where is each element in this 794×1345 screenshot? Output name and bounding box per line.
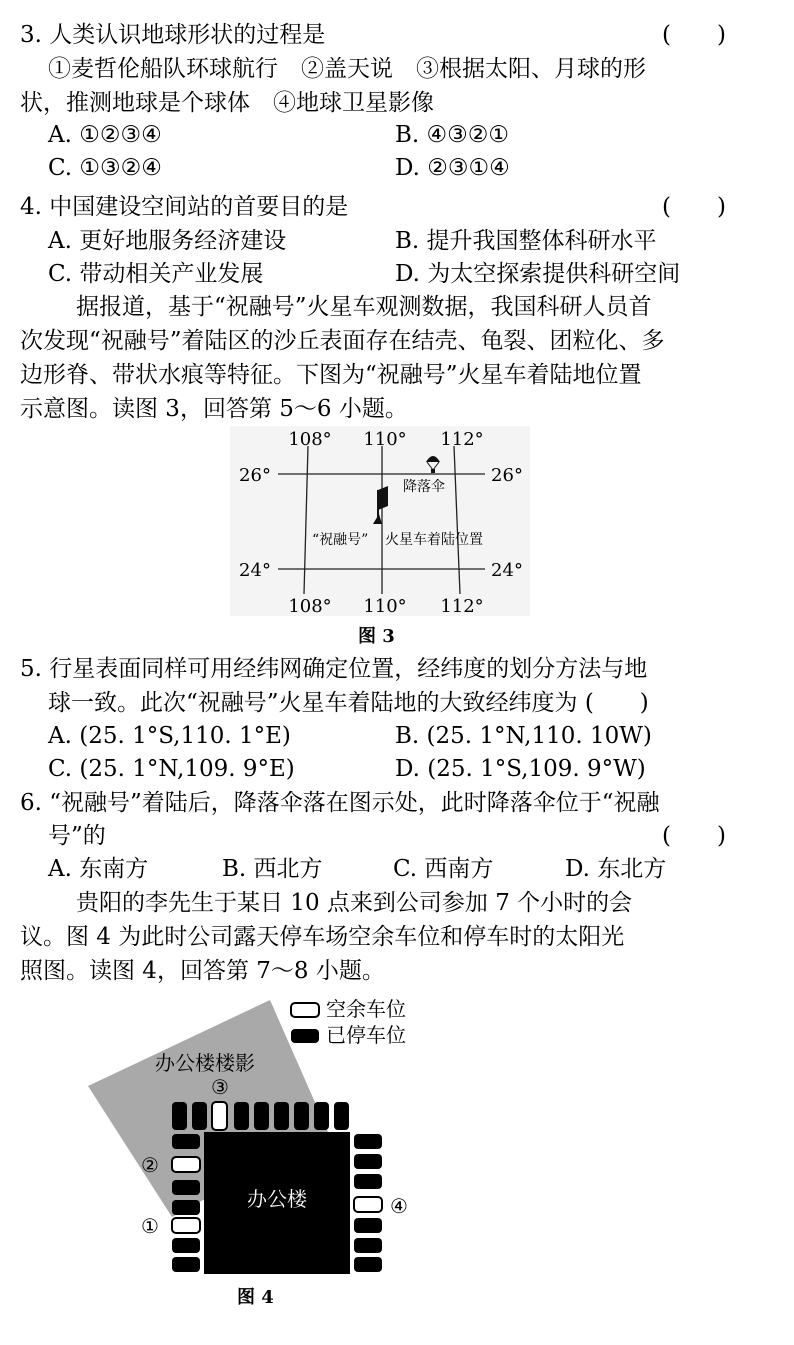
legend-parked-label: 已停车位 [326, 1023, 406, 1047]
passage1-line2: 次发现“祝融号”着陆区的沙丘表面存在结壳、龟裂、团粒化、多 [20, 328, 665, 354]
figure-3-caption: 图 3 [358, 626, 395, 647]
passage1-line4: 示意图。读图 3，回答第 5～6 小题。 [20, 396, 408, 422]
parking-space-top-5 [254, 1102, 269, 1130]
bottom-lon-112: 112° [440, 596, 484, 616]
q3-option-b: B. ④③②① [395, 122, 510, 148]
top-lon-108: 108° [288, 429, 332, 450]
q3-option-a: A. ①②③④ [48, 122, 162, 148]
rover-label-part2: 火星车着陆位置 [385, 532, 483, 548]
legend-empty-label: 空余车位 [326, 997, 406, 1021]
parking-space-right-7 [354, 1257, 382, 1272]
marker-3: ③ [211, 1075, 229, 1099]
parking-space-top-6 [274, 1102, 289, 1130]
bottom-lon-108: 108° [288, 596, 332, 616]
legend-parked-swatch [291, 1029, 319, 1043]
q5-option-d: D. (25. 1°S,109. 9°W) [395, 756, 646, 782]
left-lat-24: 24° [239, 560, 271, 581]
q3-line2: ①麦哲伦船队环球航行 ②盖天说 ③根据太阳、月球的形 [48, 56, 646, 82]
parking-space-left-6 [172, 1238, 200, 1253]
q4-option-c: C. 带动相关产业发展 [48, 261, 264, 287]
building-label: 办公楼 [247, 1187, 307, 1211]
parking-space-top-1 [172, 1102, 187, 1130]
passage1-line3: 边形脊、带状水痕等特征。下图为“祝融号”火星车着陆地位置 [20, 362, 642, 388]
q4-option-d: D. 为太空探索提供科研空间 [395, 261, 681, 287]
q6-stem-line1: 6. “祝融号”着陆后，降落伞落在图示处，此时降落伞位于“祝融 [20, 790, 660, 816]
left-lat-26: 26° [239, 465, 271, 486]
q3-answer-paren: ( ) [662, 22, 726, 48]
q4-option-a: A. 更好地服务经济建设 [48, 228, 287, 254]
parking-space-right-5 [354, 1218, 382, 1233]
marker-4: ④ [390, 1194, 408, 1218]
q6-option-b: B. 西北方 [222, 856, 323, 882]
parking-space-right-3 [354, 1174, 382, 1189]
parking-space-right-2 [354, 1154, 382, 1169]
top-lon-112: 112° [440, 429, 484, 450]
parking-space-left-1 [172, 1134, 200, 1149]
marker-2: ② [141, 1153, 159, 1177]
parking-space-2-empty [172, 1157, 200, 1172]
q4-stem: 4. 中国建设空间站的首要目的是 [20, 194, 349, 220]
figure-3-map [230, 426, 530, 616]
q6-option-a: A. 东南方 [48, 856, 149, 882]
passage2-line3: 照图。读图 4，回答第 7～8 小题。 [20, 958, 385, 984]
q3-stem: 3. 人类认识地球形状的过程是 [20, 22, 326, 48]
parking-space-right-6 [354, 1238, 382, 1253]
q6-option-c: C. 西南方 [393, 856, 494, 882]
parking-space-top-4 [234, 1102, 249, 1130]
q4-option-b: B. 提升我国整体科研水平 [395, 228, 657, 254]
marker-1: ① [141, 1214, 159, 1238]
passage1-line1: 据报道，基于“祝融号”火星车观测数据，我国科研人员首 [76, 294, 652, 320]
parking-space-4-empty [354, 1197, 382, 1212]
right-lat-24: 24° [491, 560, 523, 581]
q5-stem-line2: 球一致。此次“祝融号”火星车着陆地的大致经纬度为 ( ) [48, 690, 649, 716]
parking-space-left-4 [172, 1200, 200, 1215]
figure-4-caption: 图 4 [237, 1287, 274, 1308]
passage2-line2: 议。图 4 为此时公司露天停车场空余车位和停车时的太阳光 [20, 924, 625, 950]
q5-stem-line1: 5. 行星表面同样可用经纬网确定位置，经纬度的划分方法与地 [20, 656, 648, 682]
rover-label-part1: “祝融号” [312, 532, 369, 548]
parking-space-top-7 [294, 1102, 309, 1130]
parking-space-3-empty [212, 1102, 227, 1130]
q3-option-d: D. ②③①④ [395, 155, 510, 181]
parking-space-top-8 [314, 1102, 329, 1130]
q5-option-b: B. (25. 1°N,110. 10W) [395, 723, 652, 749]
shadow-label: 办公楼楼影 [155, 1051, 255, 1075]
legend-empty-swatch [291, 1003, 319, 1017]
parking-space-1-empty [172, 1218, 200, 1233]
parking-space-left-7 [172, 1257, 200, 1272]
q6-option-d: D. 东北方 [565, 856, 667, 882]
q3-option-c: C. ①③②④ [48, 155, 162, 181]
parking-space-top-2 [192, 1102, 207, 1130]
q3-line3: 状，推测地球是个球体 ④地球卫星影像 [20, 90, 434, 116]
q6-stem-line2: 号”的 [48, 823, 106, 849]
top-lon-110: 110° [363, 429, 407, 450]
parking-space-top-9 [334, 1102, 349, 1130]
parking-space-right-1 [354, 1134, 382, 1149]
bottom-lon-110: 110° [363, 596, 407, 616]
q5-option-c: C. (25. 1°N,109. 9°E) [48, 756, 295, 782]
passage2-line1: 贵阳的李先生于某日 10 点来到公司参加 7 个小时的会 [76, 890, 633, 916]
figure-4-diagram [80, 992, 440, 1282]
q5-option-a: A. (25. 1°S,110. 1°E) [48, 723, 291, 749]
q6-answer-paren: ( ) [662, 823, 726, 849]
q4-answer-paren: ( ) [662, 194, 726, 220]
right-lat-26: 26° [491, 465, 523, 486]
parachute-label: 降落伞 [403, 479, 445, 495]
parking-space-left-3 [172, 1180, 200, 1195]
